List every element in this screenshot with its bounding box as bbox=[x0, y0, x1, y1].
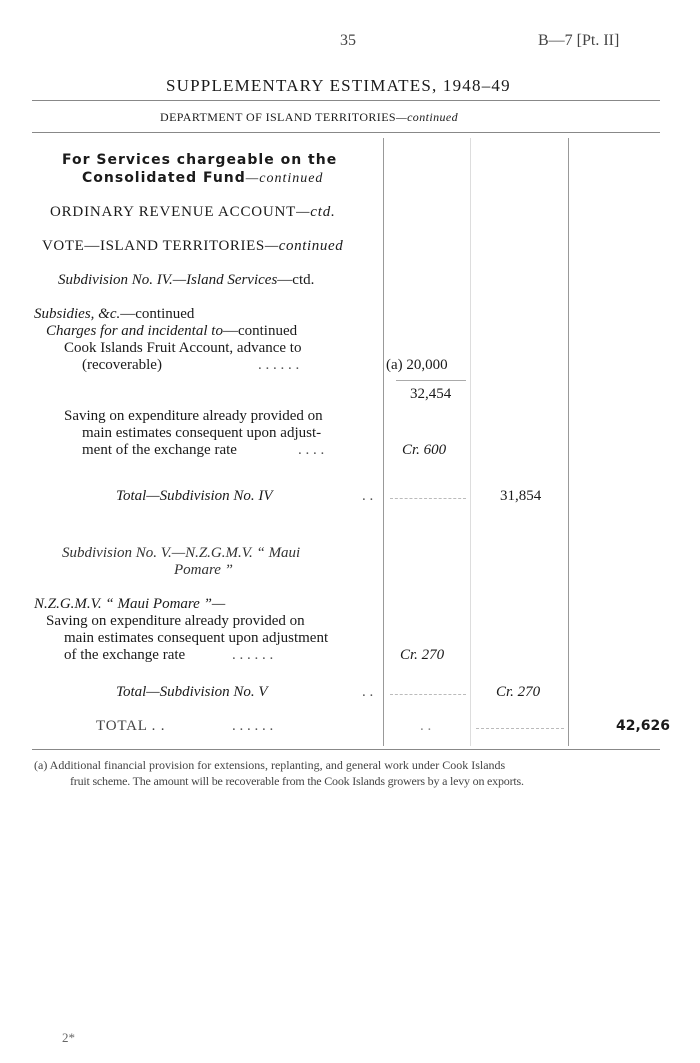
charges-label: Charges for and incidental to bbox=[46, 323, 223, 339]
footnote-line2: fruit scheme. The amount will be recoverable from the Cook Islands growers by a levy on exports. bbox=[70, 774, 524, 788]
subdivision-5-heading-line1: Subdivision No. V.—N.Z.G.M.V. “ Maui bbox=[62, 545, 301, 561]
saving-5-line2: main estimates consequent upon adjustment bbox=[64, 630, 329, 646]
services-heading-suffix: —continued bbox=[245, 171, 324, 186]
subdivision-4-suffix: —ctd. bbox=[277, 272, 315, 288]
vote-suffix: —continued bbox=[264, 238, 344, 254]
page-signature-mark: 2* bbox=[62, 1030, 75, 1045]
department-suffix: —continued bbox=[396, 110, 458, 124]
grand-total-dash bbox=[476, 728, 564, 729]
department-name: DEPARTMENT OF ISLAND TERRITORIES bbox=[160, 110, 396, 124]
vessel-heading: N.Z.G.M.V. “ Maui Pomare ”— bbox=[34, 596, 226, 612]
subsidies-label: Subsidies, &c. bbox=[34, 306, 121, 322]
subdivision-4-total-amount: 31,854 bbox=[500, 488, 542, 504]
vote-heading bbox=[42, 238, 343, 255]
account-suffix: —ctd. bbox=[296, 204, 336, 220]
grand-total-amount: 42,626 bbox=[616, 718, 671, 734]
saving-4-line3: ment of the exchange rate bbox=[82, 442, 237, 458]
saving-4-amount: Cr. 600 bbox=[402, 442, 447, 458]
subdivision-4-total-label: Total—Subdivision No. IV bbox=[116, 488, 273, 504]
column-rule-2 bbox=[470, 138, 471, 746]
subsidies-suffix: —continued bbox=[120, 306, 195, 322]
subdivision-4-subtotal: 32,454 bbox=[410, 386, 452, 402]
subtotal-rule bbox=[396, 380, 466, 381]
table-top-rule bbox=[32, 132, 660, 133]
grand-total-label: TOTAL . . bbox=[96, 718, 166, 734]
subdivision-5-total-dots: . . bbox=[362, 684, 374, 700]
department-heading bbox=[160, 110, 458, 125]
header-rule bbox=[32, 100, 660, 101]
saving-5-amount: Cr. 270 bbox=[400, 647, 445, 663]
saving-4-leader-dots: . . . . bbox=[298, 442, 325, 458]
saving-5-line1: Saving on expenditure already provided on bbox=[46, 613, 305, 629]
subdivision-4-heading bbox=[58, 272, 314, 289]
saving-5-leader-dots: . . . . . . bbox=[232, 647, 274, 663]
column-rule-3 bbox=[568, 138, 569, 746]
subdivision-4-title: Subdivision No. IV.—Island Services bbox=[58, 272, 278, 288]
cook-islands-amount: (a) 20,000 bbox=[386, 357, 448, 373]
vote-name: VOTE—ISLAND TERRITORIES bbox=[42, 238, 265, 254]
subdivision-4-total-dash bbox=[390, 498, 466, 499]
saving-4-line1: Saving on expenditure already provided on bbox=[64, 408, 323, 424]
table-bottom-rule bbox=[32, 749, 660, 750]
services-heading-fund: Consolidated Fund bbox=[82, 170, 246, 186]
charges-suffix: —continued bbox=[222, 323, 298, 339]
page-title: SUPPLEMENTARY ESTIMATES, 1948–49 bbox=[166, 76, 511, 95]
subdivision-5-total-amount: Cr. 270 bbox=[496, 684, 541, 700]
saving-4-line2: main estimates consequent upon adjust- bbox=[82, 425, 322, 441]
services-heading-line1: For Services chargeable on the bbox=[62, 152, 338, 168]
subdivision-4-total-dots: . . bbox=[362, 488, 374, 504]
column-rule-1 bbox=[383, 138, 384, 746]
subdivision-5-total-label: Total—Subdivision No. V bbox=[116, 684, 268, 700]
subdivision-5-heading-line2: Pomare ” bbox=[174, 562, 234, 578]
cook-islands-line2: (recoverable) bbox=[82, 357, 162, 373]
subdivision-5-total-dash bbox=[390, 694, 466, 695]
services-heading-line2 bbox=[82, 170, 323, 187]
account-heading bbox=[50, 204, 336, 221]
footnote-line1: (a) Additional financial provision for extensions, replanting, and general work under Cook Islands bbox=[34, 758, 506, 772]
subsidies-heading bbox=[34, 306, 194, 323]
saving-5-line3: of the exchange rate bbox=[64, 647, 186, 663]
page-number: 35 bbox=[340, 32, 356, 49]
charges-heading bbox=[46, 323, 297, 340]
grand-total-leader-dots: . . . . . . bbox=[232, 718, 274, 734]
document-reference: B—7 [Pt. II] bbox=[538, 32, 620, 49]
cook-islands-line1: Cook Islands Fruit Account, advance to bbox=[64, 340, 302, 356]
account-name: ORDINARY REVENUE ACCOUNT bbox=[50, 204, 297, 220]
cook-islands-leader-dots: . . . . . . bbox=[258, 357, 300, 373]
grand-total-column-dots: . . bbox=[420, 718, 432, 734]
